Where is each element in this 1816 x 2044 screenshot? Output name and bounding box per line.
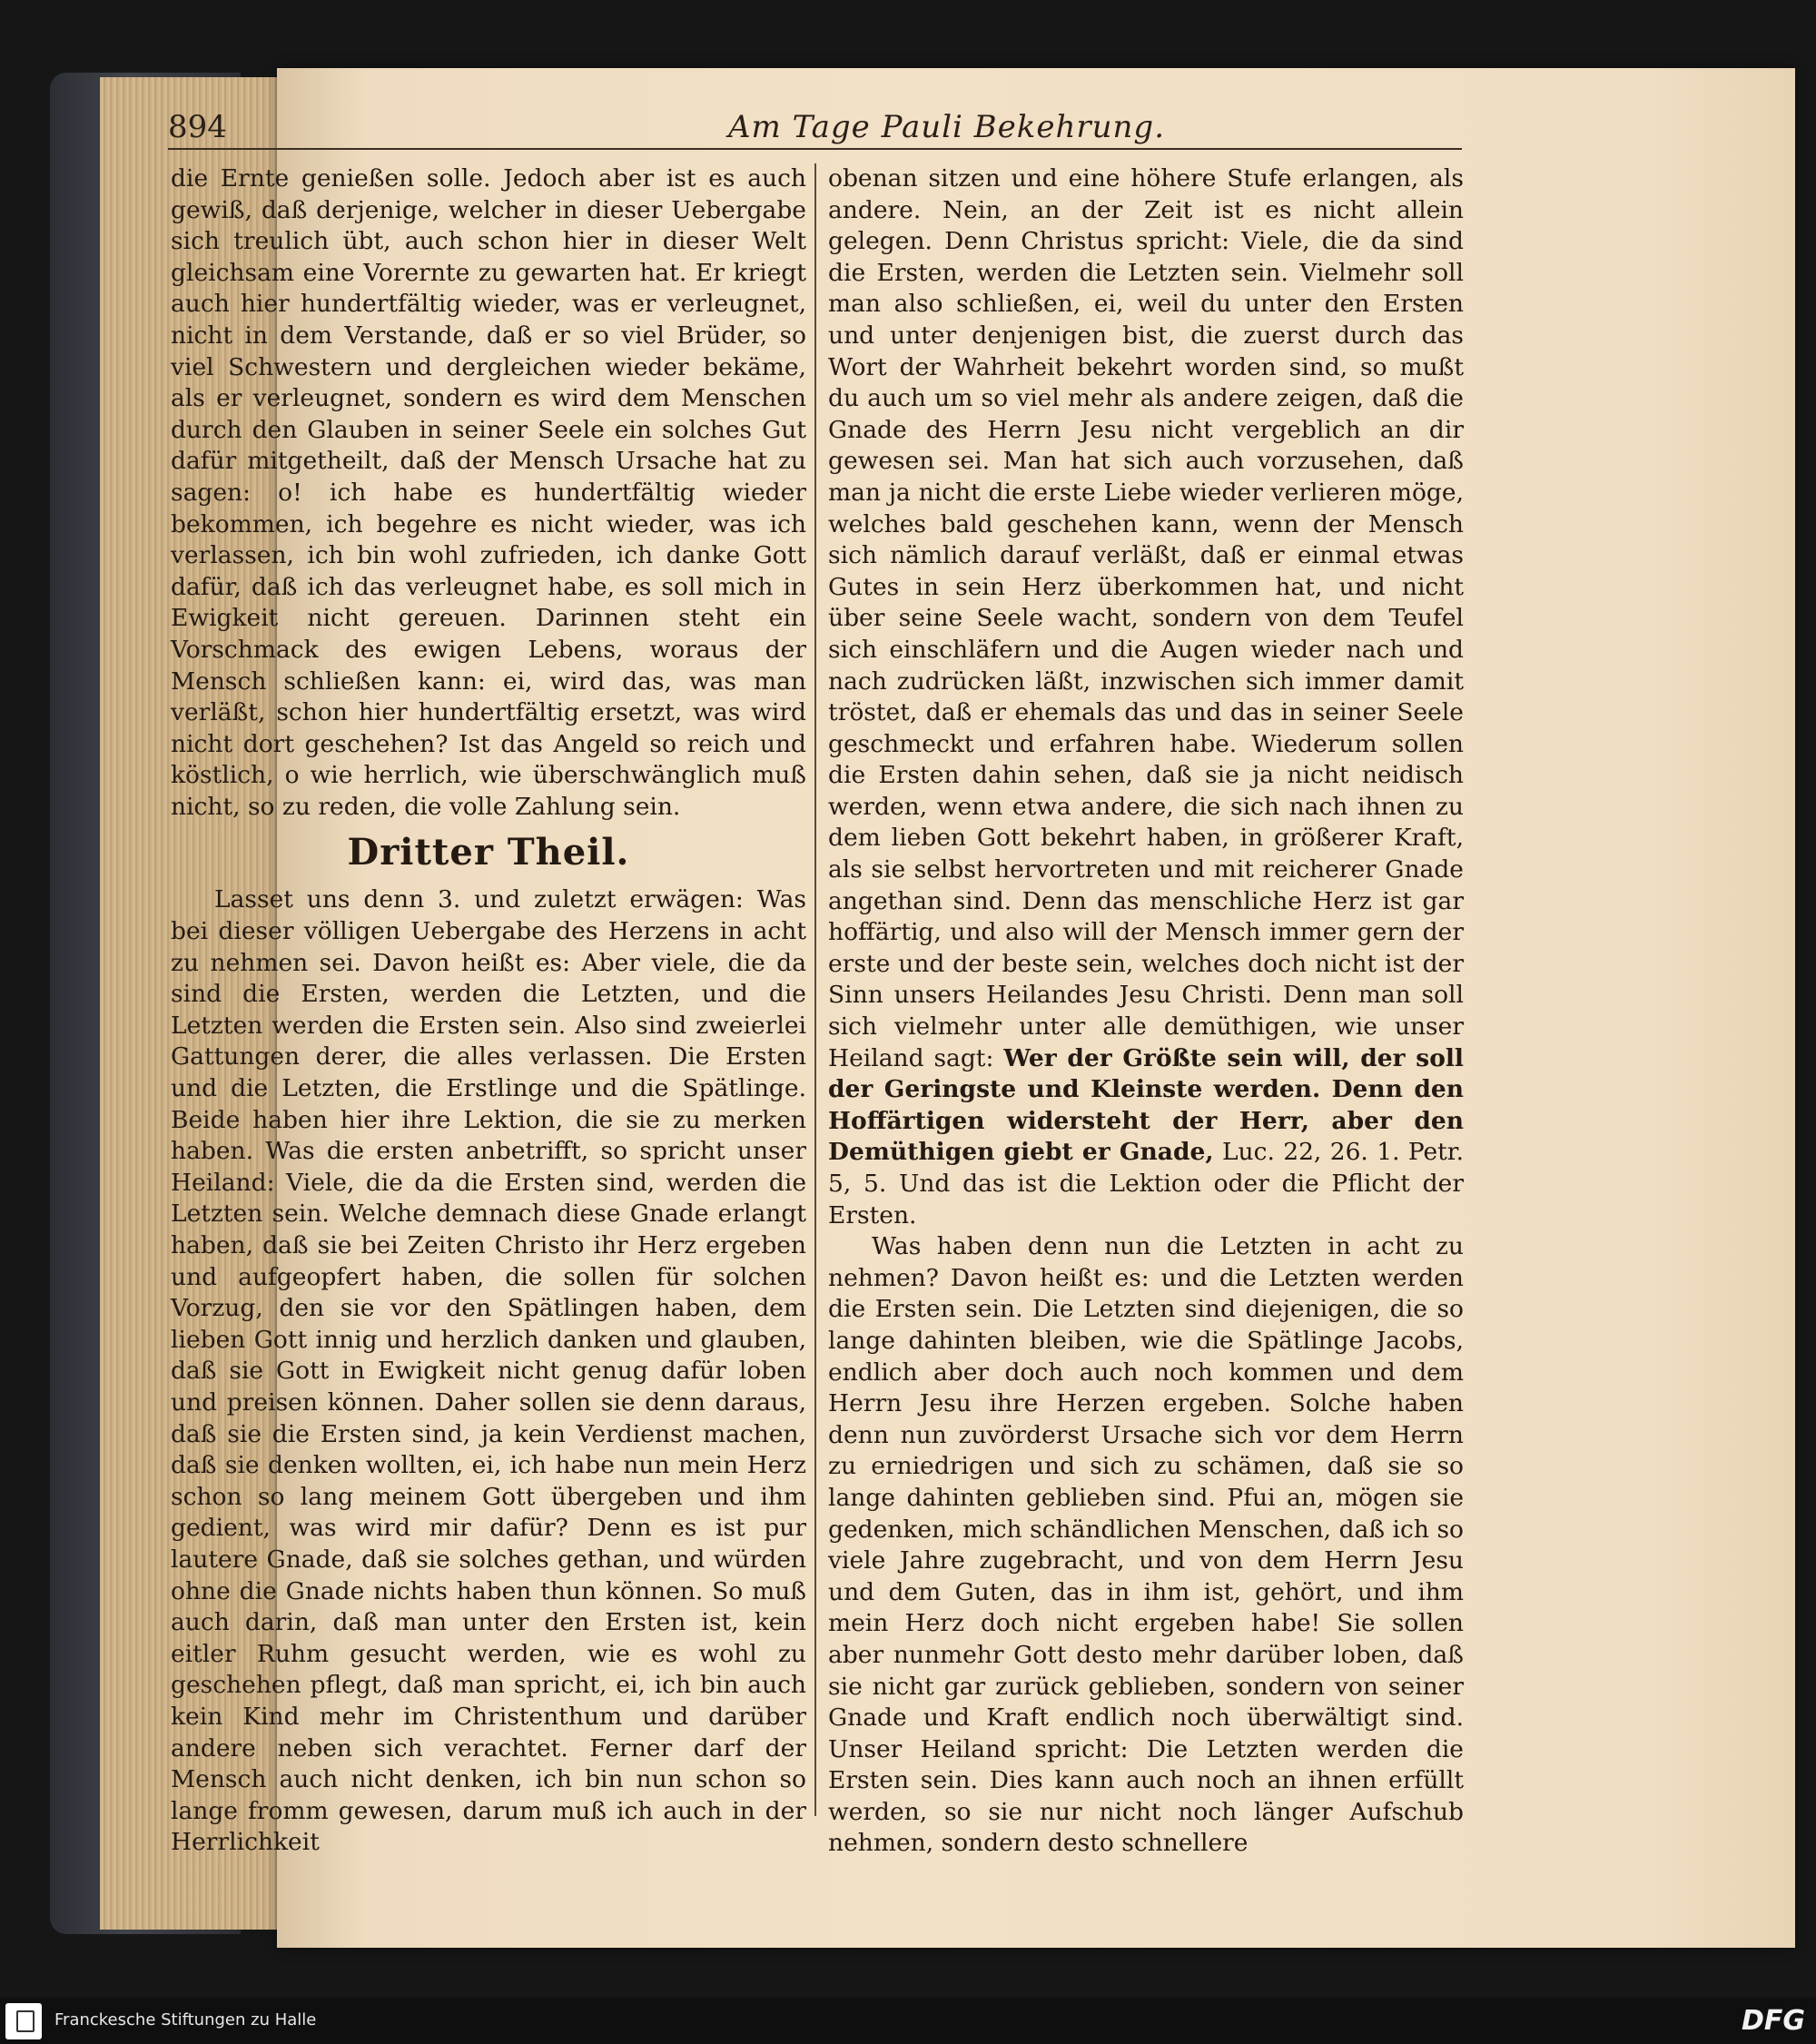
right-paragraph-2: Was haben denn nun die Letzten in acht zu nehmen? Davon heißt es: und die Letzten werden die Ersten sein. Die Letzten sind diejenigen, die so lange dahinten bleiben, wie die Spätlinge Jacobs, endlich aber doch auch noch kommen und dem Herrn Jesu ihre Herzen ergeben. Solche haben denn nun zuvörderst Ursache sich vor dem Herrn zu erniedrigen und sich zu schämen, daß sie so lange dahinten geblieben sind. Pfui an, mögen sie gedenken, mich schändlichen Menschen, daß ich so viele Jahre zugebracht, und von dem Herrn Jesu und dem Guten, das in ihm ist, gehört, und ihm mein Herz doch nicht ergeben habe! Sie sollen aber nunmehr Gott desto mehr darüber loben, daß sie nicht gar zurück geblieben, sondern von seiner Gnade und Kraft endlich noch überwältigt sind. Unser Heiland spricht: Die Letzten werden die Ersten sein. Dies kann auch noch an ihnen erfüllt werden, so sie nur nicht noch länger Aufschub nehmen, sondern desto schnellere: [828, 1232, 1464, 1858]
right-paragraph-1: [828, 163, 1464, 1231]
viewer-footer: [0, 1998, 1816, 2044]
header-rule: [168, 148, 1462, 150]
right-paragraph-1-ending: Luc. 22, 26. 1. Petr. 5, 5. Und das ist die Lektion oder die Pflicht der Ersten.: [828, 1138, 1464, 1229]
left-column: [171, 163, 806, 1859]
running-title: Am Tage Pauli Bekehrung.: [727, 109, 1166, 145]
francke-logo-icon[interactable]: [5, 2003, 42, 2039]
page-number: 894: [168, 109, 227, 145]
right-paragraph-1-text: obenan sitzen und eine höhere Stufe erlangen, als andere. Nein, an der Zeit ist es nicht allein gelegen. Denn Christus spricht: Viele, die da sind die Ersten, werden die Letzten sein. Vielmehr soll man also schließen, ei, weil du unter den Ersten und unter denjenigen bist, die zuerst durch das Wort der Wahrheit bekehrt worden sind, so mußt du auch um so viel mehr als andere zeigen, daß die Gnade des Herrn Jesu nicht vergeblich an dir gewesen sei. Man hat sich auch vorzusehen, daß man ja nicht die erste Liebe wieder verlieren möge, welches bald geschehen kann, wenn der Mensch sich nämlich darauf verläßt, daß er einmal etwas Gutes in sein Herz überkommen hat, und nicht über seine Seele wacht, sondern von dem Teufel sich einschläfern und die Augen wieder nach und nach zudrücken läßt, inzwischen sich immer damit tröstet, daß er ehemals das und das in seiner Seele geschmeckt und erfahren habe. Wiederum sollen die Ersten dahin sehen, daß sie ja nicht neidisch werden, wenn etwa andere, die sich nach ihnen zu dem lieben Gott bekehrt haben, in größerer Kraft, als sie selbst hervortreten und mit reicherer Gnade angethan sind. Denn das menschliche Herz ist gar hoffärtig, und also will der Mensch immer gern der erste und der beste sein, welches doch nicht ist der Sinn unsers Heilandes Jesu Christi. Denn man soll sich vielmehr unter alle demüthigen, wie unser Heiland sagt:: [828, 164, 1464, 1072]
right-column: [828, 163, 1464, 1860]
dfg-logo[interactable]: DFG: [1741, 2005, 1805, 2037]
bible-quote: Wer der Größte sein will, der soll der Geringste und Kleinste werden. Denn den Hoffärtigen widersteht der Herr, aber den Demüthigen giebt er Gnade,: [828, 1043, 1464, 1167]
column-divider: [814, 163, 816, 1816]
institution-name[interactable]: Franckesche Stiftungen zu Halle: [54, 2010, 317, 2029]
page-header: [168, 100, 1462, 154]
section-heading: Dritter Theil.: [347, 831, 630, 874]
left-paragraph-1: die Ernte genießen solle. Jedoch aber ist es auch gewiß, daß derjenige, welcher in dieser Uebergabe sich treulich übt, auch schon hier in dieser Welt gleichsam eine Vorernte zu gewarten hat. Er kriegt auch hier hundertfältig wieder, was er verleugnet, nicht in dem Verstande, daß er so viel Brüder, so viel Schwestern und dergleichen wieder bekäme, als er verleugnet, sondern es wird dem Menschen durch den Glauben in seiner Seele ein solches Gut dafür mitgetheilt, daß der Mensch Ursache hat zu sagen: o! ich habe es hundertfältig wieder bekommen, ich begehre es nicht wieder, was ich verlassen, ich bin wohl zufrieden, ich danke Gott dafür, daß ich das verleugnet habe, es soll mich in Ewigkeit nicht gereuen. Darinnen steht ein Vorschmack des ewigen Lebens, woraus der Mensch schließen kann: ei, wird das, was man verläßt, schon hier hundertfältig ersetzt, was wird nicht dort geschehen? Ist das Angeld so reich und köstlich, o wie herrlich, wie überschwänglich muß nicht, so zu reden, die volle Zahlung sein.: [171, 164, 806, 821]
left-paragraph-2: Lasset uns denn 3. und zuletzt erwägen: Was bei dieser völligen Uebergabe des Herzens in acht zu nehmen sei. Davon heißt es: Aber viele, die da sind die Ersten, werden die Letzten, und die Letzten werden die Ersten sein. Also sind zweierlei Gattungen derer, die alles verlassen. Die Ersten und die Letzten, die Erstlinge und die Spätlinge. Beide haben hier ihre Lektion, die sie zu merken haben. Was die ersten anbetrifft, so spricht unser Heiland: Viele, die da die Ersten sind, werden die Letzten sein. Welche demnach diese Gnade erlangt haben, daß sie bei Zeiten Christo ihr Herz ergeben und aufgeopfert haben, die sollen für solchen Vorzug, den sie vor den Spätlingen haben, dem lieben Gott innig und herzlich danken und glauben, daß sie Gott in Ewigkeit nicht genug dafür loben und preisen können. Daher sollen sie denn daraus, daß sie die Ersten sind, ja kein Verdienst machen, daß sie denken wollten, ei, ich habe nun mein Herz schon so lang meinem Gott übergeben und ihm gedient, was wird mir dafür? Denn es ist pur lautere Gnade, daß sie solches gethan, und würden ohne die Gnade nichts haben thun können. So muß auch darin, daß man unter den Ersten ist, kein eitler Ruhm gesucht werden, wie es wohl zu geschehen pflegt, daß man spricht, ei, ich bin auch kein Kind mehr im Christenthum und darüber andere neben sich verachtet. Ferner darf der Mensch auch nicht denken, ich bin nun schon so lange fromm gewesen, darum muß ich auch in der Herrlichkeit: [171, 885, 806, 1857]
